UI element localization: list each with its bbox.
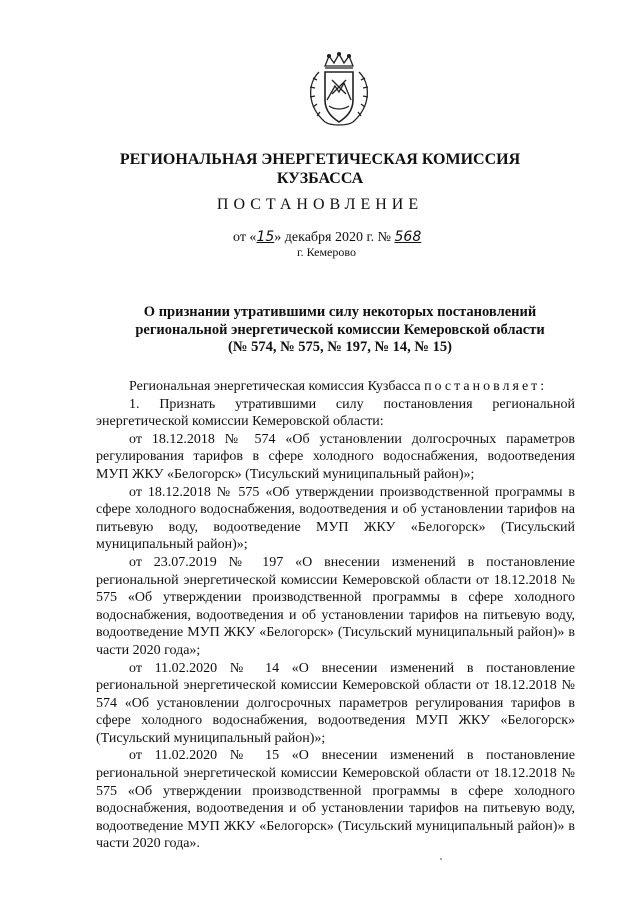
intro-text: Региональная энергетическая комиссия Кузбасса [129, 379, 425, 394]
intro-paragraph [96, 378, 575, 396]
org-name-line1: РЕГИОНАЛЬНАЯ ЭНЕРГЕТИЧЕСКАЯ КОМИССИЯ [119, 151, 521, 168]
kuzbass-coat-of-arms-icon [299, 50, 379, 130]
list-item: от 11.02.2020 № 15 «О внесении изменений в постановление региональной энергетической комиссии Кемеровской области от 18.12.2018 № 575 «Об утверждении производственной программы в сфере холодного водоснабжения, водоотведения и об установлении тарифов на питьевую воду, водоотведение МУП ЖКУ «Белогорск» (Тисульский муниципальный район)» в части 2020 года». [96, 748, 575, 852]
document-body [96, 378, 575, 853]
date-suffix: » декабря 2020 г. № [274, 230, 391, 245]
list-item: от 18.12.2018 № 574 «Об установлении долгосрочных параметров регулирования тарифов в сфере холодного водоснабжения, водоотведения МУП ЖКУ «Белогорск» (Тисульский муниципальный район)»; [96, 431, 575, 482]
date-day: 15 [256, 229, 275, 245]
org-name-line2: КУЗБАССА [276, 170, 364, 187]
city: г. Кемерово [297, 245, 356, 259]
date-prefix: от « [233, 230, 257, 245]
scan-speck [440, 858, 442, 860]
document-type: ПОСТАНОВЛЕНИЕ [216, 196, 424, 213]
title-line2: региональной энергетической комиссии Кемеровской области [135, 321, 545, 338]
document-number: 568 [394, 229, 422, 245]
date-line [233, 229, 421, 246]
document-title [100, 304, 580, 357]
list-item: от 23.07.2019 № 197 «О внесении изменений в постановление региональной энергетической комиссии Кемеровской области от 18.12.2018 № 575 «Об утверждении производственной программы в сфере холодного водоснабжения, водоотведения и об установлении тарифов на питьевую воду, водоотведение МУП ЖКУ «Белогорск» (Тисульский муниципальный район)» в части 2020 года»; [96, 554, 575, 658]
title-line1: О признании утратившими силу некоторых постановлений [143, 304, 537, 320]
intro-verb: постановляет: [424, 379, 548, 394]
list-item: от 18.12.2018 № 575 «Об утверждении производственной программы в сфере холодного водоснабжения, водоотведения и об установлении тарифов на питьевую воду, водоотведение МУП ЖКУ «Белогорск» (Тисульский муниципальный район)»; [96, 484, 575, 553]
item-1: 1. Признать утратившими силу постановления региональной энергетической комиссии Кемеровской области: [96, 396, 575, 430]
list-item: от 11.02.2020 № 14 «О внесении изменений в постановление региональной энергетической комиссии Кемеровской области от 18.12.2018 № 574 «Об установлении долгосрочных параметров регулирования тарифов в сфере холодного водоснабжения, водоотведения МУП ЖКУ «Белогорск» (Тисульский муниципальный район)»; [96, 660, 575, 746]
title-line3: (№ 574, № 575, № 197, № 14, № 15) [228, 339, 452, 355]
